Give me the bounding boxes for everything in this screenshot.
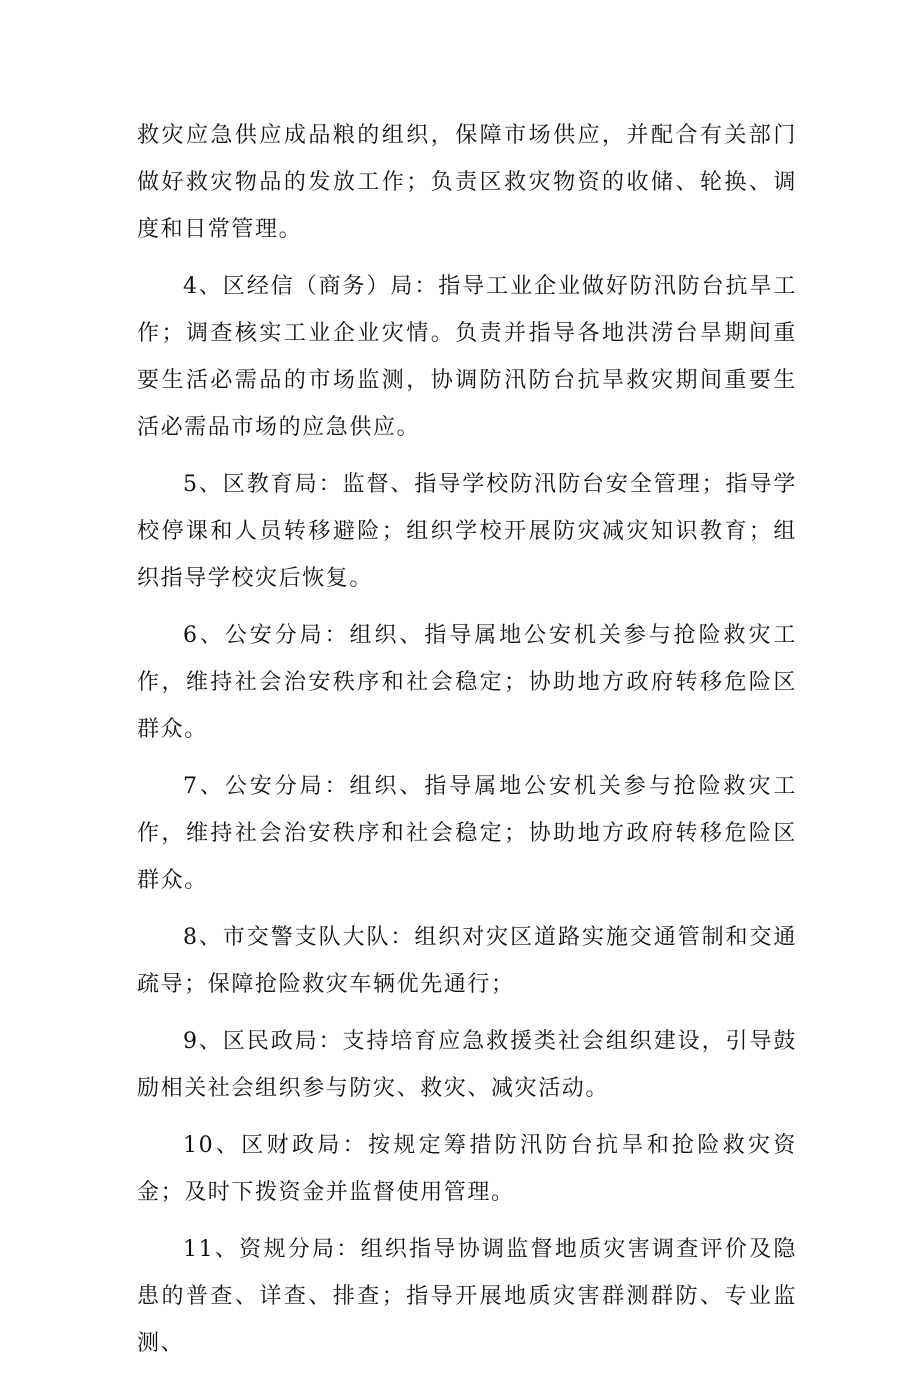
paragraph-2: 4、区经信（商务）局：指导工业企业做好防汛防台抗旱工作；调查核实工业企业灾情。负责并指导各地洪涝台旱期间重要生活必需品的市场监测，协调防汛防台抗旱救灾期间重要生活必需品市场的应急供应。 [137, 274, 797, 440]
paragraph-9: 11、资规分局：组织指导协调监督地质灾害调查评价及隐患的普查、详查、排查；指导开展地质灾害群测群防、专业监测、 [137, 1237, 797, 1356]
paragraph-8: 10、区财政局：按规定筹措防汛防台抗旱和抢险救灾资金；及时下拨资金并监督使用管理。 [137, 1133, 797, 1205]
document-page [137, 112, 797, 1377]
paragraph-5: 7、公安分局：组织、指导属地公安机关参与抢险救灾工作，维持社会治安秩序和社会稳定；协助地方政府转移危险区群众。 [137, 774, 797, 893]
paragraph-3: 5、区教育局：监督、指导学校防汛防台安全管理；指导学校停课和人员转移避险；组织学校开展防灾减灾知识教育；组织指导学校灾后恢复。 [137, 472, 797, 591]
paragraph-7: 9、区民政局：支持培育应急救援类社会组织建设，引导鼓励相关社会组织参与防灾、救灾、减灾活动。 [137, 1029, 797, 1101]
paragraph-6: 8、市交警支队大队：组织对灾区道路实施交通管制和交通疏导；保障抢险救灾车辆优先通行； [137, 925, 797, 997]
paragraph-1: 救灾应急供应成品粮的组织，保障市场供应，并配合有关部门做好救灾物品的发放工作；负责区救灾物资的收储、轮换、调度和日常管理。 [137, 123, 797, 242]
paragraph-4: 6、公安分局：组织、指导属地公安机关参与抢险救灾工作，维持社会治安秩序和社会稳定；协助地方政府转移危险区群众。 [137, 623, 797, 742]
